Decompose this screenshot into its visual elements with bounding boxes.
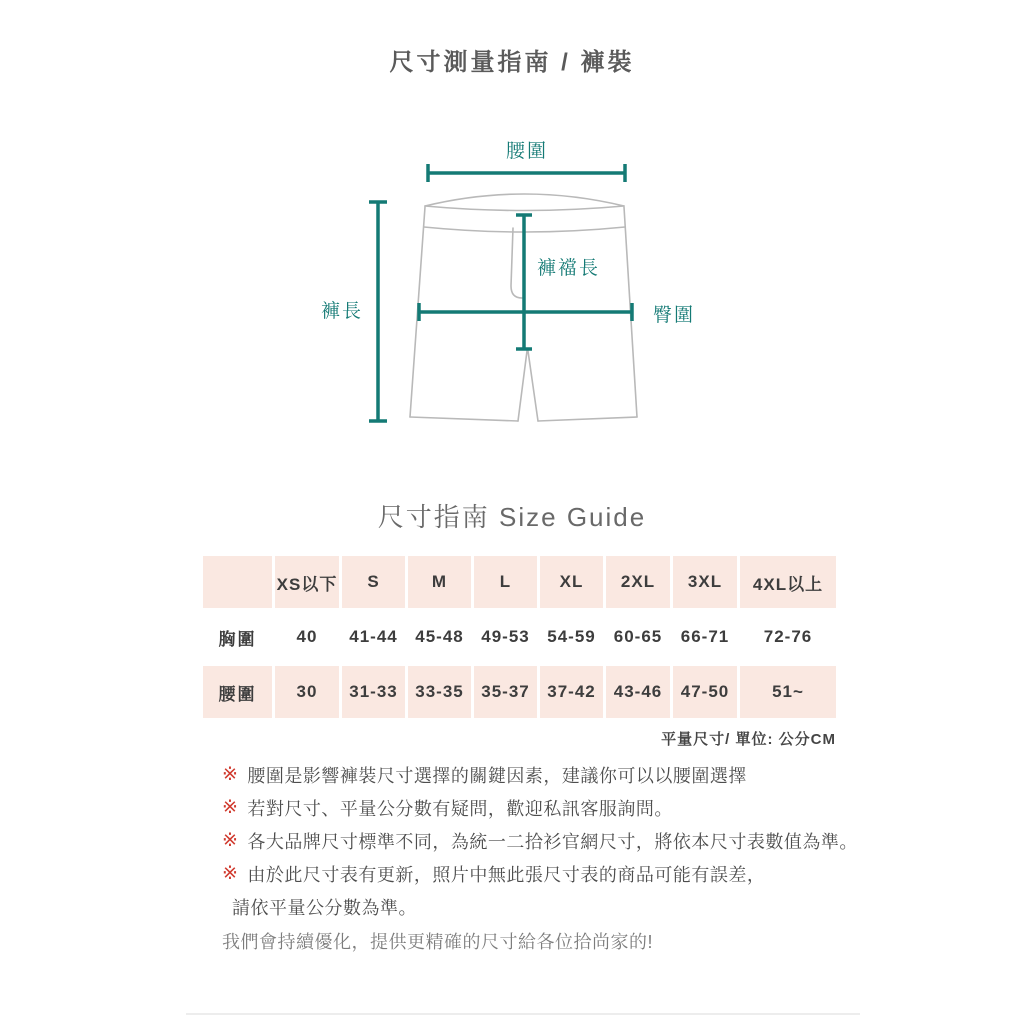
pant-length-label: 褲長	[320, 301, 363, 322]
page-title	[385, 46, 638, 80]
table-row-waist	[202, 665, 838, 720]
closing-note: 我們會持續優化，提供更精確的尺寸給各位拾尚家的!	[222, 931, 653, 952]
note-text: 若對尺寸、平量公分數有疑問，歡迎私訊客服詢問。	[247, 798, 673, 819]
size-cell: 60-65	[605, 610, 672, 665]
size-col-header: 4XL以上	[739, 555, 838, 610]
measurement-diagram	[282, 120, 742, 470]
note-marker: ※	[222, 863, 239, 884]
crotch-length-label: 褲襠長	[537, 258, 601, 279]
measurement-unit-note: 平量尺寸/ 單位: 公分CM	[661, 731, 836, 748]
size-cell: 40	[274, 610, 341, 665]
row-label: 腰圍	[202, 665, 274, 720]
size-table-header-row	[202, 555, 838, 610]
size-cell: 31-33	[341, 665, 407, 720]
note-continuation: 請依平量公分數為準。	[232, 897, 417, 918]
fly-seam	[511, 228, 522, 298]
table-row-chest	[202, 610, 838, 665]
note-item	[222, 758, 902, 791]
size-guide-heading: 尺寸指南 Size Guide	[377, 502, 647, 532]
note-marker: ※	[222, 797, 239, 818]
row-label: 胸圍	[202, 610, 274, 665]
note-marker: ※	[222, 764, 239, 785]
size-col-header: 3XL	[672, 555, 739, 610]
title-row	[0, 46, 1024, 80]
size-cell: 72-76	[739, 610, 838, 665]
size-cell: 45-48	[407, 610, 473, 665]
size-cell: 47-50	[672, 665, 739, 720]
size-col-header: XL	[539, 555, 605, 610]
size-cell: 33-35	[407, 665, 473, 720]
note-text: 各大品牌尺寸標準不同，為統一二拾衫官網尺寸，將依本尺寸表數值為準。	[247, 831, 858, 852]
size-cell: 37-42	[539, 665, 605, 720]
bottom-divider	[186, 1013, 860, 1015]
size-table-wrap	[200, 553, 836, 721]
size-col-header: XS以下	[274, 555, 341, 610]
size-cell: 43-46	[605, 665, 672, 720]
size-col-header: M	[407, 555, 473, 610]
size-cell: 51~	[739, 665, 838, 720]
size-table	[200, 553, 839, 721]
size-cell: 30	[274, 665, 341, 720]
notes-section	[222, 758, 902, 957]
hip-label: 臀圍	[653, 305, 696, 326]
size-col-header: S	[341, 555, 407, 610]
size-cell: 66-71	[672, 610, 739, 665]
shorts-diagram-svg	[282, 120, 742, 470]
waist-label: 腰圍	[505, 141, 549, 162]
page-title-text: 尺寸測量指南 / 褲裝	[389, 49, 635, 76]
size-cell: 49-53	[473, 610, 539, 665]
note-marker: ※	[222, 830, 239, 851]
note-item	[222, 791, 902, 824]
note-item	[222, 824, 902, 857]
size-cell: 41-44	[341, 610, 407, 665]
size-col-header: L	[473, 555, 539, 610]
note-text: 由於此尺寸表有更新，照片中無此張尺寸表的商品可能有誤差，	[247, 864, 766, 885]
measure-lines	[369, 164, 632, 421]
size-col-header: 2XL	[605, 555, 672, 610]
note-item	[222, 857, 902, 890]
size-cell: 35-37	[473, 665, 539, 720]
size-cell: 54-59	[539, 610, 605, 665]
size-col-header	[202, 555, 274, 610]
note-text: 腰圍是影響褲裝尺寸選擇的關鍵因素，建議你可以以腰圍選擇	[247, 765, 747, 786]
